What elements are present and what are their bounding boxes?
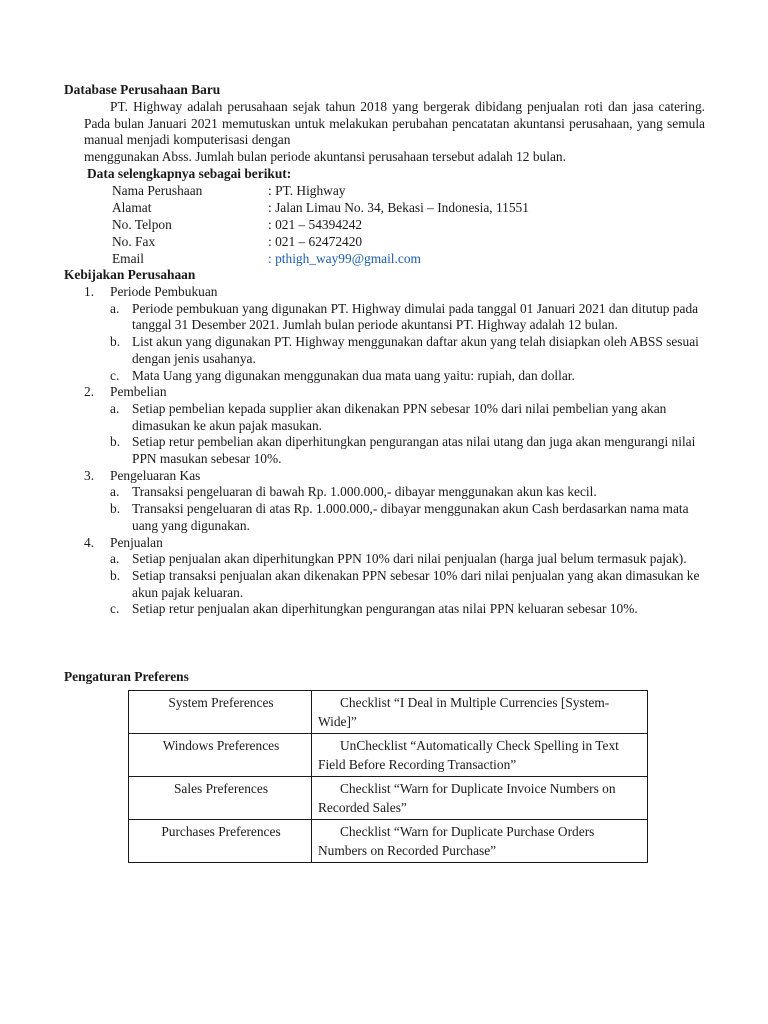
item-letter: a. [110,300,120,316]
section-title: Penjualan [110,534,163,550]
table-row [129,734,648,777]
list-item [84,434,710,467]
item-text: Transaksi pengeluaran di bawah Rp. 1.000.000,- dibayar menggunakan akun kas kecil. [132,484,597,500]
detail-label: No. Fax [112,234,156,249]
item-text: Setiap transaksi penjualan akan dikenakan PPN sebesar 10% dari nilai penjualan yang akan dimasukan ke akun pajak keluaran. [132,567,700,600]
item-letter: c. [110,601,120,617]
preference-name: Purchases Preferences [129,820,312,863]
list-item [84,551,710,568]
preferences-table [128,690,648,863]
detail-label: Alamat [112,200,152,215]
table-row [129,820,648,863]
preference-setting: Checklist “Warn for Duplicate Invoice Numbers on Recorded Sales” [312,777,648,820]
item-text: Setiap retur pembelian akan diperhitungkan pengurangan atas nilai utang dan juga akan mengurangi nilai PPN masukan sebesar 10%. [132,434,696,467]
item-letter: c. [110,367,120,383]
document-heading: Database Perusahaan Baru [64,82,221,97]
list-item [84,601,710,618]
item-letter: a. [110,484,120,500]
policy-section [84,468,710,535]
item-text: Transaksi pengeluaran di atas Rp. 1.000.000,- dibayar menggunakan akun Cash berdasarkan nama mata uang yang digunakan. [132,501,689,533]
list-item [84,568,710,601]
section-number: 2. [84,384,95,400]
list-item [84,334,710,367]
preference-setting: Checklist “Warn for Duplicate Purchase Orders Numbers on Recorded Purchase” [312,820,648,863]
item-text: List akun yang digunakan PT. Highway menggunakan daftar akun yang telah disiapkan oleh ABSS sesuai dengan jenis usahanya. [132,334,699,366]
table-row [129,777,648,820]
policy-list [84,284,710,618]
item-letter: b. [110,434,121,450]
detail-row-phone [112,217,529,234]
section-number: 1. [84,284,95,299]
item-letter: a. [110,400,120,416]
preference-name: Sales Preferences [129,777,312,820]
policy-section [84,535,710,619]
company-details [112,183,529,268]
item-text: Periode pembukuan yang digunakan PT. Highway dimulai pada tanggal 01 Januari 2021 dan ditutup pada tanggal 31 Desember 2021. Jumlah bulan periode akuntansi PT. Highway adalah 12 bulan. [132,300,699,333]
list-item [84,484,710,501]
detail-value: : Jalan Limau No. 34, Bekasi – Indonesia, 11551 [268,200,529,215]
section-number: 3. [84,467,95,483]
item-text: Setiap retur penjualan akan diperhitungkan pengurangan atas nilai PPN keluaran sebesar 10%. [132,601,638,617]
list-item [84,401,710,434]
section-title: Pengeluaran Kas [110,467,201,483]
detail-row-company-name [112,183,529,200]
detail-value: : 021 – 62472420 [268,234,363,249]
item-text: Setiap pembelian kepada supplier akan dikenakan PPN sebesar 10% dari nilai pembelian yang akan dimasukan ke akun pajak masukan. [132,400,667,433]
detail-row-fax [112,234,529,251]
item-letter: a. [110,551,120,567]
detail-label: Nama Perushaan [112,183,203,198]
detail-label: Email [112,251,144,266]
detail-row-address [112,200,529,217]
intro-text: PT. Highway adalah perusahaan sejak tahun 2018 yang bergerak dibidang penjualan roti dan jasa catering. Pada bulan Januari 2021 memutuskan untuk melakukan perubahan pencatatan akuntansi perusahaan, yang semula manual menjadi komputerisasi dengan [84,99,705,148]
intro-paragraph [84,99,705,166]
email-prefix: : [268,251,276,266]
detail-value: : 021 – 54394242 [268,217,363,232]
item-text: Setiap penjualan akan diperhitungkan PPN 10% dari nilai penjualan (harga jual belum termasuk pajak). [132,551,687,567]
list-item [84,368,710,385]
item-letter: b. [110,501,121,517]
detail-value [268,251,421,268]
list-item [84,301,710,334]
item-letter: b. [110,567,121,583]
policy-heading: Kebijakan Perusahaan [64,267,196,282]
preference-name: System Preferences [129,691,312,734]
policy-section [84,384,710,468]
preference-setting: UnChecklist “Automatically Check Spelling in Text Field Before Recording Transaction” [312,734,648,777]
section-title: Pembelian [110,384,167,400]
preference-name: Windows Preferences [129,734,312,777]
detail-value: : PT. Highway [268,183,346,198]
preferences-heading: Pengaturan Preferens [64,669,189,684]
item-text: Mata Uang yang digunakan menggunakan dua mata uang yaitu: rupiah, dan dollar. [132,367,575,383]
detail-label: No. Telpon [112,217,172,232]
email-link[interactable]: pthigh_way99@gmail.com [275,251,421,266]
list-item [84,501,710,534]
detail-row-email [112,251,529,268]
policy-section [84,284,710,384]
section-title: Periode Pembukuan [110,284,218,299]
table-row [129,691,648,734]
details-heading: Data selengkapnya sebagai berikut: [87,166,292,181]
item-letter: b. [110,334,121,350]
preference-setting: Checklist “I Deal in Multiple Currencies [System-Wide]” [312,691,648,734]
intro-last-line: menggunakan Abss. Jumlah bulan periode akuntansi perusahaan tersebut adalah 12 bulan. [84,149,566,165]
section-number: 4. [84,534,95,550]
